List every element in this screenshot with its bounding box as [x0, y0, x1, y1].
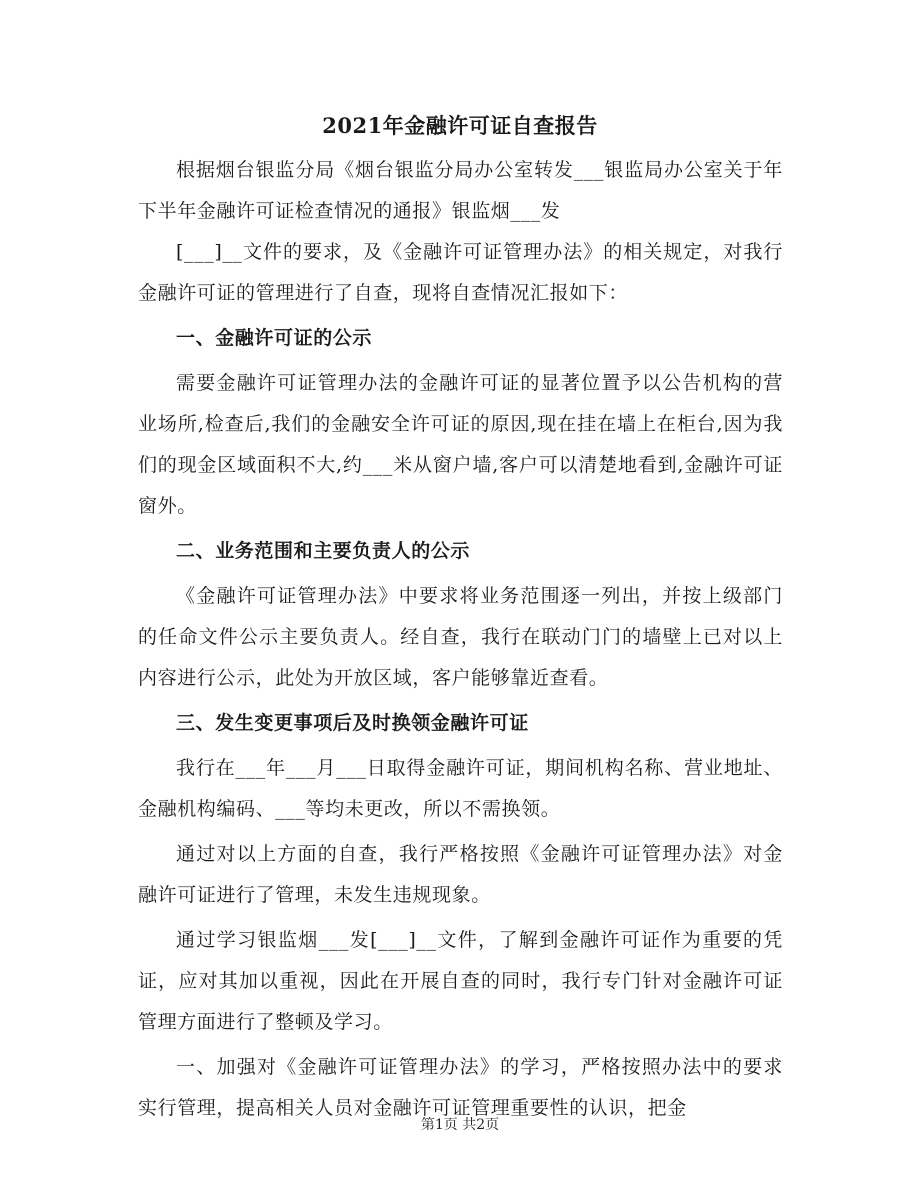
section-heading-2: 二、业务范围和主要负责人的公示 [176, 540, 471, 562]
section-heading-1: 一、金融许可证的公示 [176, 327, 373, 349]
paragraph-measure-1: 一、加强对《金融许可证管理办法》的学习，严格按照办法中的要求实行管理，提高相关人员对金融许可证管理重要性的认识，把金 [138, 1056, 783, 1119]
page-footer: 第1页 共2页 [420, 1117, 500, 1133]
section-heading-3: 三、发生变更事项后及时换领金融许可证 [176, 712, 529, 734]
document-title: 2021年金融许可证自查报告 [322, 113, 598, 138]
paragraph-section-3: 我行在___年___月___日取得金融许可证，期间机构名称、营业地址、金融机构编码、___等均未更改，所以不需换领。 [138, 757, 783, 820]
paragraph-summary: 通过对以上方面的自查，我行严格按照《金融许可证管理办法》对金融许可证进行了管理，未发生违规现象。 [138, 843, 783, 906]
paragraph-section-2: 《金融许可证管理办法》中要求将业务范围逐一列出，并按上级部门的任命文件公示主要负责人。经自查，我行在联动门门的墙壁上已对以上内容进行公示，此处为开放区域，客户能够靠近查看。 [138, 585, 783, 689]
paragraph-intro-cont: [___]__文件的要求，及《金融许可证管理办法》的相关规定，对我行金融许可证的管理进行了自查，现将自查情况汇报如下： [138, 241, 783, 304]
document-body [138, 150, 783, 1129]
paragraph-section-1: 需要金融许可证管理办法的金融许可证的显著位置予以公告机构的营业场所,检查后,我们的金融安全许可证的原因,现在挂在墙上在柜台,因为我们的现金区域面积不大,约___米从窗户墙,客户可以清楚地看到,金融许可证窗外。 [138, 372, 783, 517]
paragraph-study: 通过学习银监烟___发[___]__文件，了解到金融许可证作为重要的凭证，应对其加以重视，因此在开展自查的同时，我行专门针对金融许可证管理方面进行了整顿及学习。 [138, 929, 783, 1033]
paragraph-intro: 根据烟台银监分局《烟台银监分局办公室转发___银监局办公室关于年下半年金融许可证检查情况的通报》银监烟___发 [138, 159, 783, 222]
